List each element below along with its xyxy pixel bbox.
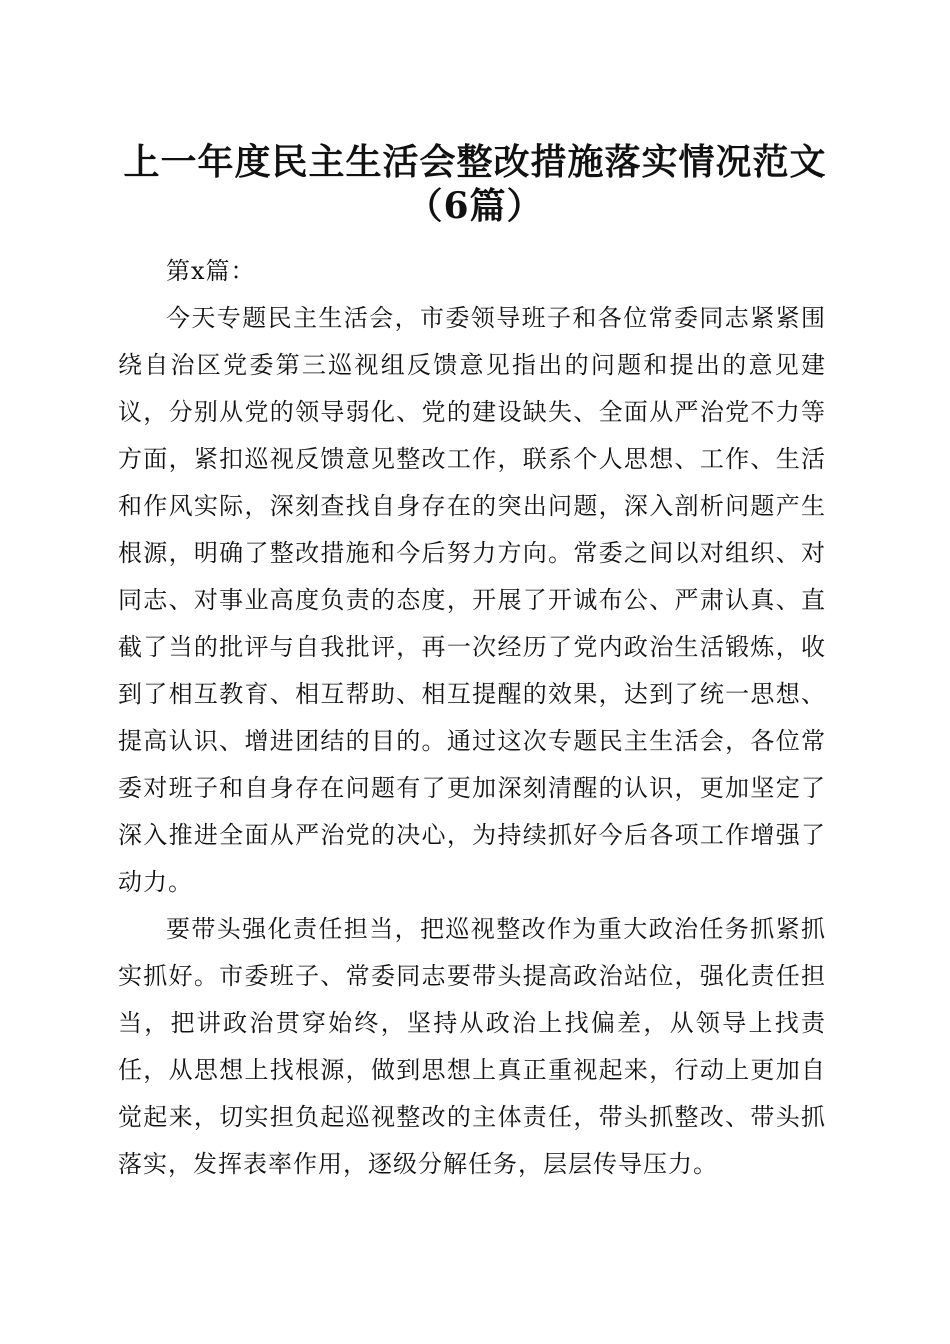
body-paragraph-2: 要带头强化责任担当，把巡视整改作为重大政治任务抓紧抓实抓好。市委班子、常委同志要带头提高政治站位，强化责任担当，把讲政治贯穿始终，坚持从政治上找偏差，从领导上找责任，从思想上找根源，做到思想上真正重视起来，行动上更加自觉起来，切实担负起巡视整改的主体责任，带头抓整改、带头抓落实，发挥表率作用，逐级分解任务，层层传导压力。 bbox=[118, 915, 826, 1178]
body-paragraph-1: 今天专题民主生活会，市委领导班子和各位常委同志紧紧围绕自治区党委第三巡视组反馈意见指出的问题和提出的意见建议，分别从党的领导弱化、党的建设缺失、全面从严治党不力等方面，紧扣巡视反馈意见整改工作，联系个人思想、工作、生活和作风实际，深刻查找自身存在的突出问题，深入剖析问题产生根源，明确了整改措施和今后努力方向。常委之间以对组织、对同志、对事业高度负责的态度，开展了开诚布公、严肃认真、直截了当的批评与自我批评，再一次经历了党内政治生活锻炼，收到了相互教育、相互帮助、相互提醒的效果，达到了统一思想、提高认识、增进团结的目的。通过这次专题民主生活会，各位常委对班子和自身存在问题有了更加深刻清醒的认识，更加坚定了深入推进全面从严治党的决心，为持续抓好今后各项工作增强了动力。 bbox=[118, 304, 826, 896]
document-title: 上一年度民主生活会整改措施落实情况范文 bbox=[123, 141, 827, 183]
section-label: 第x篇： bbox=[166, 257, 256, 285]
document-body bbox=[118, 248, 826, 1188]
document-subtitle-count: （6篇） bbox=[406, 185, 544, 227]
